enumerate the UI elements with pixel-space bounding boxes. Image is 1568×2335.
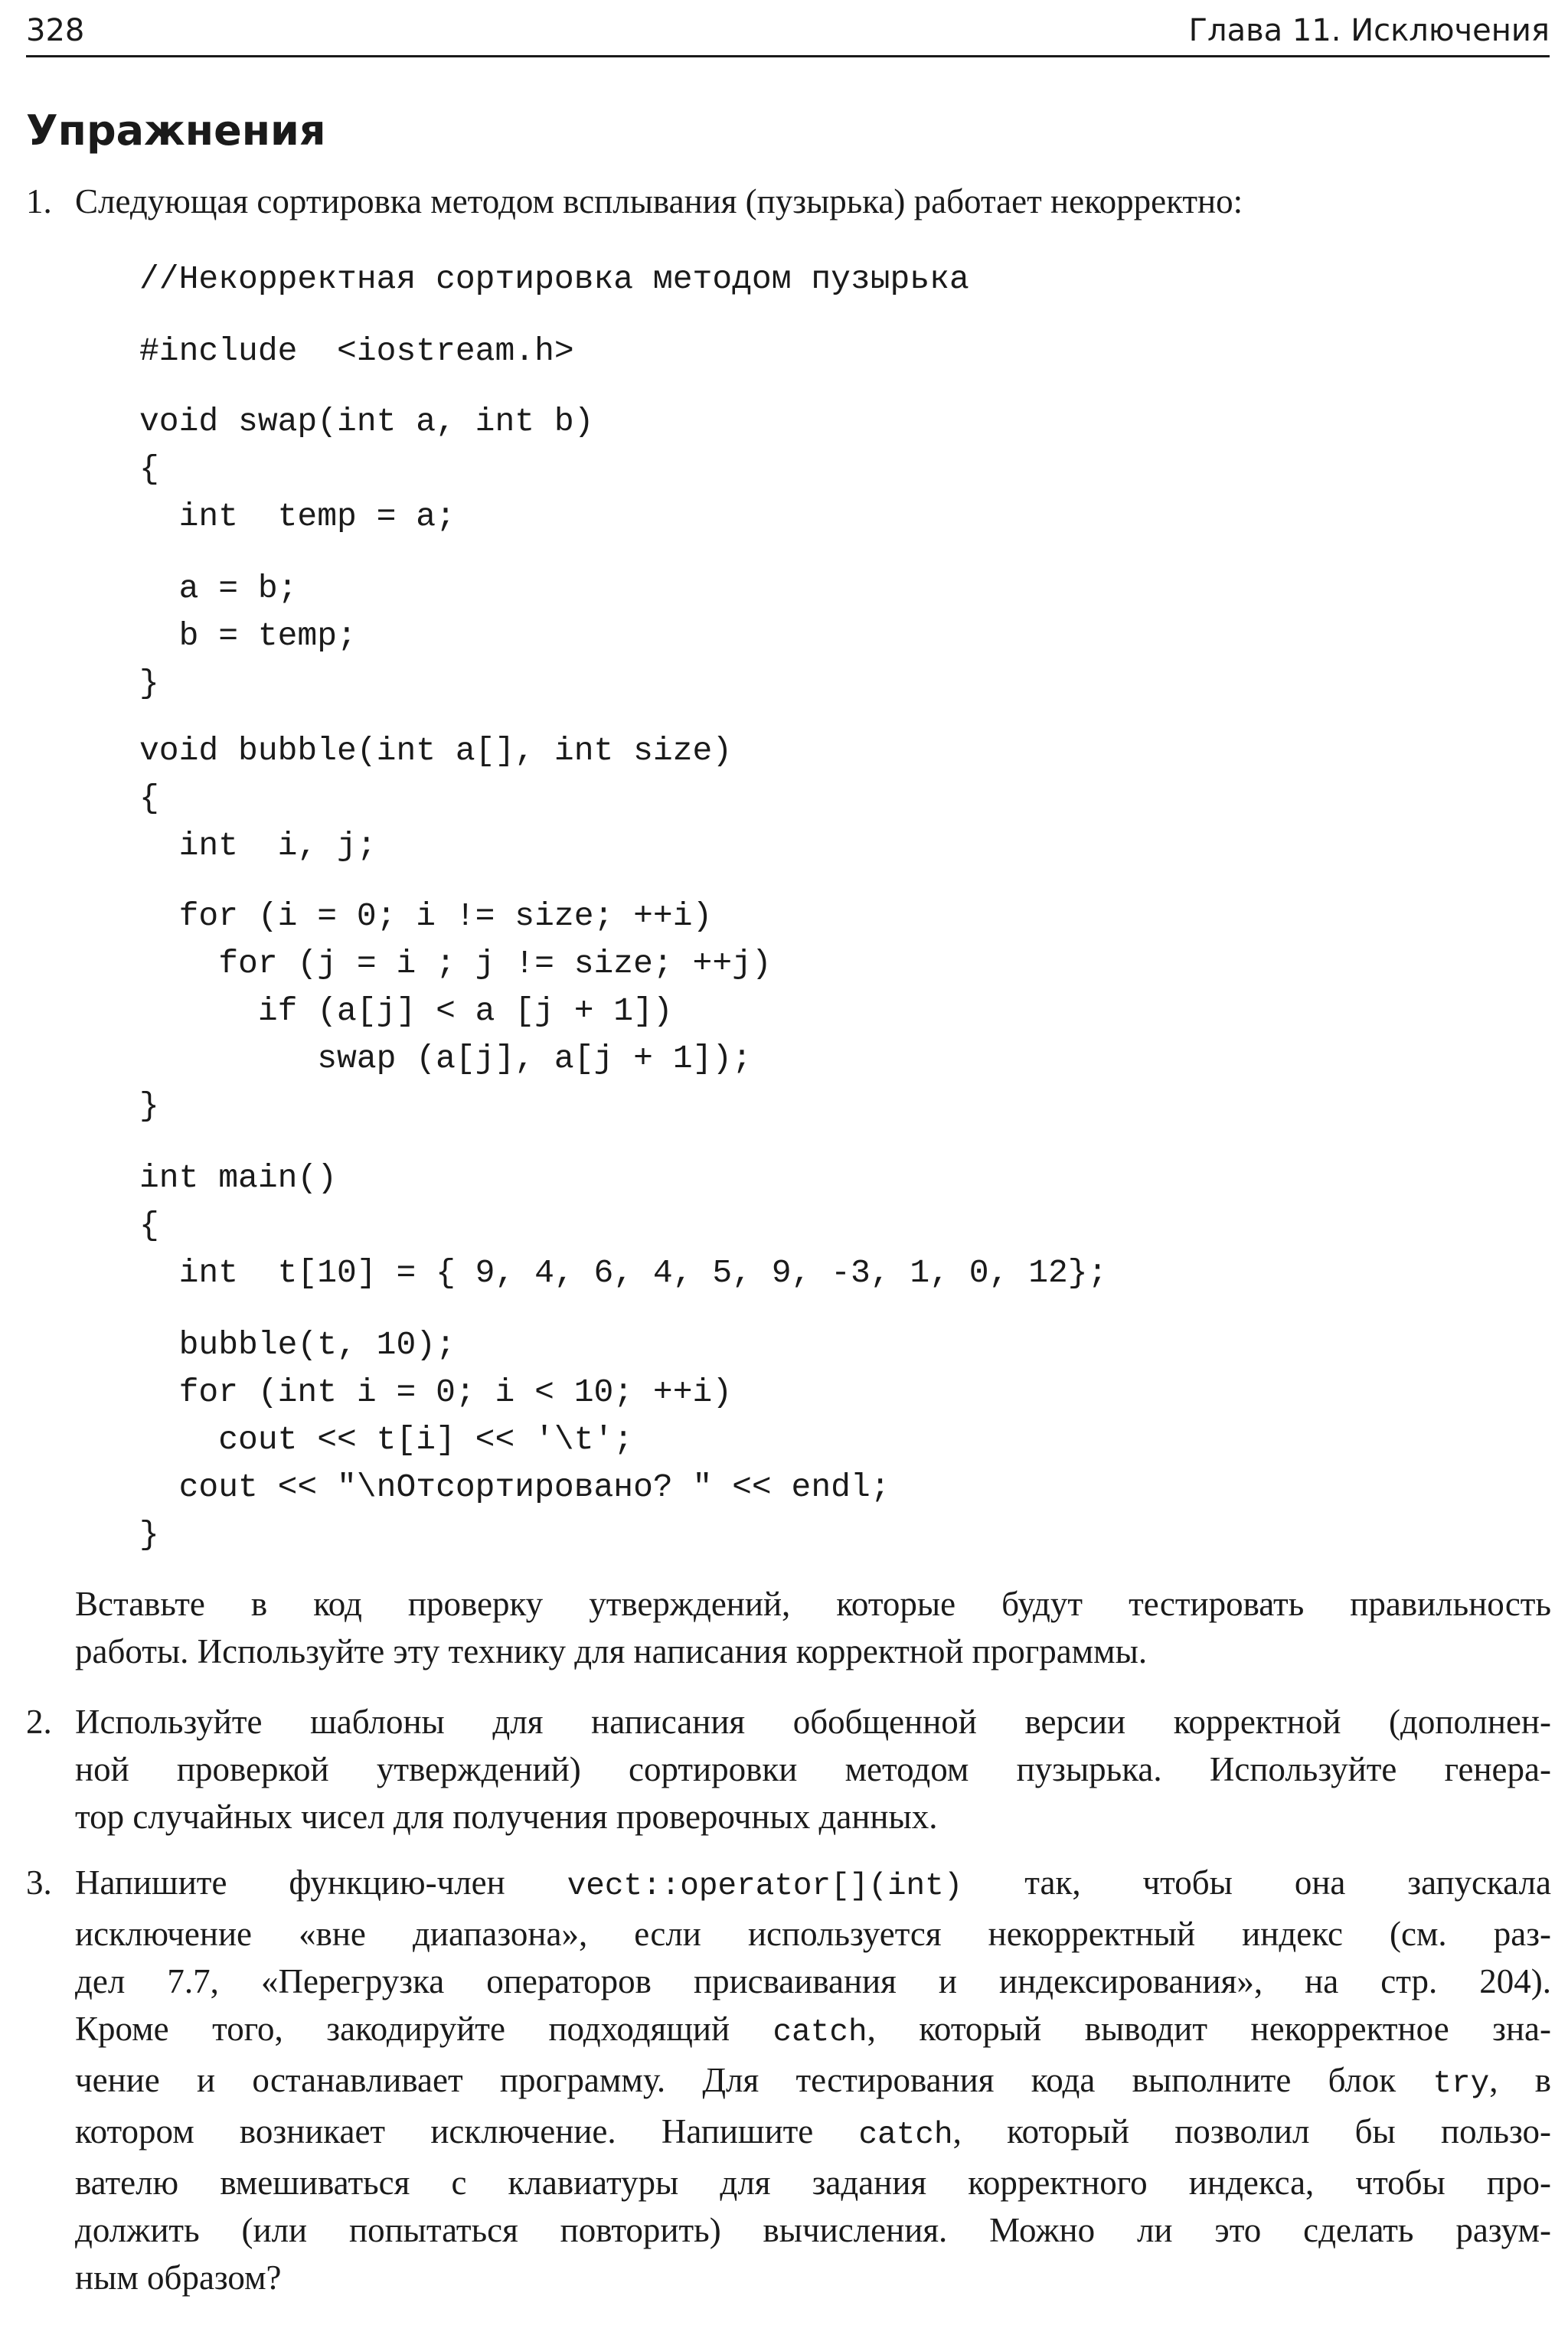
code-line: int i, j; [139, 827, 377, 864]
code-line: } [139, 1516, 159, 1553]
code-line: bubble(t, 10); [139, 1326, 456, 1363]
code-line: void swap(int a, int b) [139, 403, 594, 440]
code-line: void bubble(int a[], int size) [139, 732, 733, 769]
code-line: int main() [139, 1159, 338, 1197]
section-title: Упражнения [26, 106, 326, 155]
code-line: //Некорректная сортировка методом пузырька [139, 260, 969, 298]
code-line: { [139, 779, 159, 817]
exercise-1-followup [75, 1580, 1551, 1675]
code-line: #include <iostream.h> [139, 332, 574, 370]
code-line: for (int i = 0; i < 10; ++i) [139, 1373, 733, 1411]
text-line: тор случайных чисел для получения проверочных данных. [75, 1798, 938, 1836]
text-line: работы. Используйте эту технику для написания корректной программы. [75, 1632, 1148, 1670]
text-line [75, 2005, 1551, 2056]
text-line: вателю вмешиваться с клавиатуры для задания корректного индекса, чтобы про- [75, 2164, 1551, 2202]
code-line: cout << t[i] << '\t'; [139, 1421, 634, 1458]
page-header [26, 8, 1550, 57]
inline-code: try [1432, 2066, 1490, 2102]
code-line: a = b; [139, 570, 298, 607]
exercise-3-number: 3. [26, 1863, 52, 1902]
text-fragment: так, чтобы она запускала [962, 1863, 1551, 1902]
code-line: cout << "\nОтсортировано? " << endl; [139, 1468, 890, 1506]
code-line: { [139, 450, 159, 488]
text-line: дел 7.7, «Перегрузка операторов присваивания и индексирования», на стр. 204). [75, 1962, 1551, 2000]
exercise-2-text [75, 1698, 1551, 1840]
exercise-1-intro: Следующая сортировка методом всплывания (пузырька) работает некорректно: [75, 182, 1243, 220]
code-line: } [139, 1087, 159, 1125]
code-line: for (i = 0; i != size; ++i) [139, 897, 713, 935]
exercise-1-number: 1. [26, 182, 52, 220]
code-line: int t[10] = { 9, 4, 6, 4, 5, 9, -3, 1, 0, 12}; [139, 1254, 1108, 1292]
text-line [75, 1859, 1551, 1910]
code-line: { [139, 1207, 159, 1244]
text-fragment: , который выводит некорректное зна- [867, 2010, 1551, 2048]
text-fragment: Кроме того, закодируйте подходящий [75, 2010, 773, 2048]
code-line: b = temp; [139, 617, 357, 655]
inline-code: catch [858, 2118, 953, 2153]
text-fragment: котором возникает исключение. Напишите [75, 2112, 859, 2150]
text-line: ным образом? [75, 2258, 282, 2297]
text-fragment: чение и останавливает программу. Для тестирования кода выполните блок [75, 2061, 1433, 2099]
inline-code: vect::operator[](int) [567, 1869, 963, 1904]
inline-code: catch [773, 2015, 867, 2050]
text-line: должить (или попытаться повторить) вычисления. Можно ли это сделать разум- [75, 2211, 1551, 2249]
running-head: Глава 11. Исключения [1188, 13, 1550, 48]
text-line [75, 2108, 1551, 2159]
exercise-2-number: 2. [26, 1703, 52, 1741]
code-line: } [139, 665, 159, 702]
code-line: int temp = a; [139, 498, 456, 535]
exercise-3-text [75, 1859, 1551, 2301]
text-fragment: , в [1489, 2061, 1552, 2099]
page-number: 328 [26, 13, 85, 48]
text-line: Вставьте в код проверку утверждений, которые будут тестировать правильность [75, 1585, 1551, 1623]
code-line: swap (a[j], a[j + 1]); [139, 1040, 752, 1077]
code-line: if (a[j] < a [j + 1]) [139, 992, 673, 1030]
text-line: ной проверкой утверждений) сортировки методом пузырька. Используйте генера- [75, 1750, 1551, 1788]
text-fragment: Напишите функцию-член [75, 1863, 567, 1902]
code-line: for (j = i ; j != size; ++j) [139, 945, 772, 982]
text-line: Используйте шаблоны для написания обобщенной версии корректной (дополнен- [75, 1703, 1551, 1741]
text-line [75, 2056, 1551, 2108]
text-line: исключение «вне диапазона», если используется некорректный индекс (см. раз- [75, 1915, 1551, 1953]
text-fragment: , который позволил бы пользо- [952, 2112, 1551, 2150]
